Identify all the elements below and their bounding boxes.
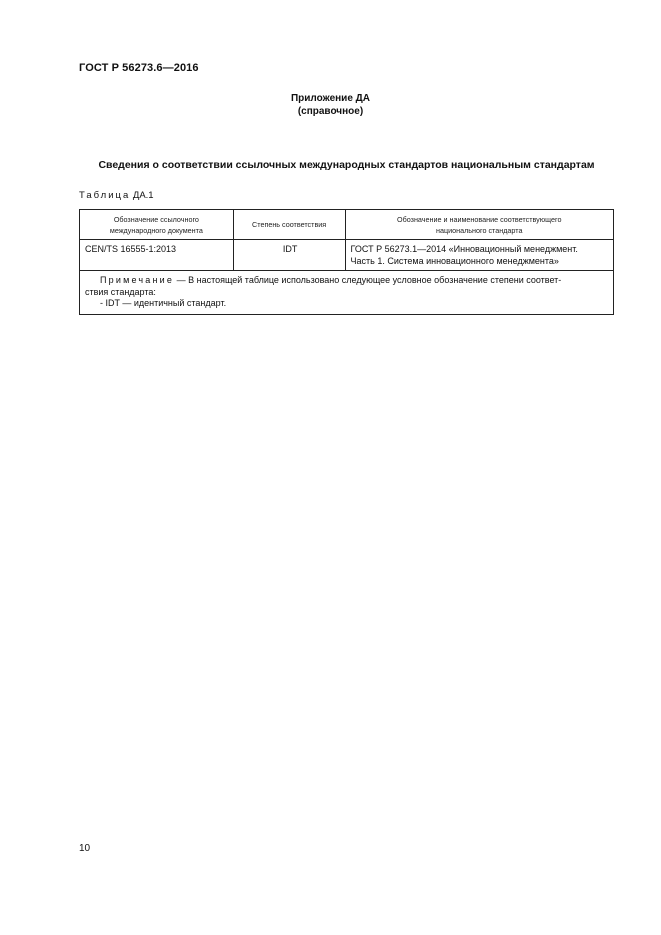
cell-intl-doc: CEN/TS 16555-1:2013 [80,240,234,271]
annex-subtitle: (справочное) [297,106,364,117]
table-note [80,271,614,315]
table-caption-number: ДА.1 [132,190,154,201]
page-number: 10 [79,843,91,854]
cell-degree: IDT [233,240,345,271]
table-row [80,240,614,271]
table-caption-label: Таблица [79,190,131,201]
document-code: ГОСТ Р 56273.6—2016 [79,62,199,74]
note-text-1: — В настоящей таблице использовано следующее условное обозначение степени соответ- [174,275,562,285]
header-degree: Степень соответствия [233,210,345,240]
header-national-standard: Обозначение и наименование соответствующего национального стандарта [345,210,613,240]
table-note-row [80,271,614,315]
cell-national-standard: ГОСТ Р 56273.1—2014 «Инновационный менеджмент. Часть 1. Система инновационного менеджмента» [345,240,613,271]
header-intl-doc: Обозначение ссылочного международного документа [80,210,234,240]
note-text-2: ствия стандарта: [85,286,156,297]
table-header-row [80,210,614,240]
note-text-3: - IDT — идентичный стандарт. [100,298,227,308]
note-label: Примечание [100,275,175,285]
annex-title-block [0,92,661,118]
reference-table [79,209,614,315]
table-caption [79,190,154,201]
section-heading: Сведения о соответствии ссылочных международных стандартов национальным стандартам [98,159,595,171]
annex-title: Приложение ДА [290,93,371,104]
